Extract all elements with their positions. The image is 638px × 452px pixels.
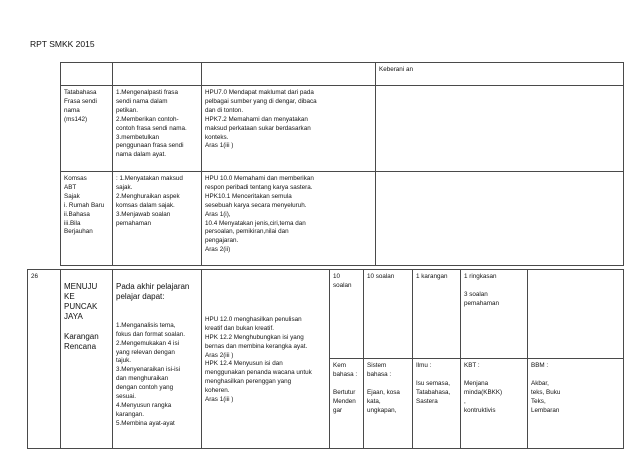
document-header: RPT SMKK 2015 (30, 39, 95, 49)
table-row (28, 270, 624, 359)
table-cell: Kem bahasa : Bertutur Menden gar (330, 359, 364, 449)
table-cell: Tatabahasa Frasa sendi nama (ms142) (61, 86, 113, 172)
objectives-cell (113, 270, 202, 449)
table-cell: Komsas ABT Sajak i. Rumah Baru ii.Bahasa iii.Bila Berjauhan (61, 172, 113, 266)
table-cell: 1 karangan (413, 270, 461, 359)
table-cell: 1 ringkasan 3 soalan pemahaman (461, 270, 528, 359)
topic-cell (61, 270, 113, 449)
lesson-plan-table-top (60, 62, 624, 266)
hpu-text: HPU 12.0 menghasilkan penulisan kreatif dan bukan kreatif. HPK 12.2 Menghubungkan isi yang bernas dan membina kerangka ayat. Aras 2(iii ) HPK 12.4 Menyusun isi dan menggunakan penanda wacana untuk menghasilkan perenggan yang koheren. Aras 1(iii ) (205, 315, 312, 404)
table-cell: : 1.Menyatakan maksud sajak. 2.Menghuraikan aspek komsas dalam sajak. 3.Menjawab soalan pemahaman (113, 172, 202, 266)
table-cell: 10 soalan (364, 270, 413, 359)
hpu-cell (202, 270, 330, 449)
table-cell (202, 63, 376, 86)
objectives-list: 1.Menganalisis tema, fokus dan format soalan. 2.Mengemukakan 4 isi yang relevan dengan tajuk. 3.Menyenaraikan isi-isi dan menghuraikan dengan contoh yang sesuai. 4.Menyusun rangka karangan. 5.Membina ayat-ayat (116, 321, 185, 427)
table-row (61, 86, 624, 172)
week-number: 26 (28, 270, 61, 449)
table-cell (113, 63, 202, 86)
table-cell: Ilmu : Isu semasa, Tatabahasa, Sastera (413, 359, 461, 449)
table-cell: BBM : Akbar, teks, Buku Teks, Lembaran (528, 359, 624, 449)
table-cell: 10 soalan (330, 270, 364, 359)
table-cell: Sistem bahasa : Ejaan, kosa kata, ungkapan, (364, 359, 413, 449)
table-cell (376, 86, 624, 172)
topic-title: MENUJU KE PUNCAK JAYA Karangan Rencana (64, 281, 99, 351)
table-cell (376, 172, 624, 266)
table-row (61, 63, 624, 86)
table-cell: Keberani an (376, 63, 624, 86)
table-row (61, 172, 624, 266)
table-cell: KBT : Menjana minda(KBKK) , kontruktivis (461, 359, 528, 449)
table-cell: 1.Mengenalpasti frasa sendi nama dalam petikan. 2.Memberikan contoh- contoh frasa sendi nama. 3.membetulkan penggunaan frasa sendi nama dalam ayat. (113, 86, 202, 172)
lesson-plan-table-week26 (27, 269, 624, 449)
table-cell (528, 270, 624, 359)
objectives-intro: Pada akhir pelajaran pelajar dapat: (116, 281, 190, 301)
table-cell (61, 63, 113, 86)
table-cell: HPU 10.0 Memahami dan memberikan respon peribadi tentang karya sastera. HPK10.1 Menceritakan semula sesebuah karya secara menyeluruh. Aras 1(i), 10.4 Menyatakan jenis,ciri,tema dan persoalan, pemikiran,nilai dan pengajaran. Aras 2(ii) (202, 172, 376, 266)
table-cell: HPU7.0 Mendapat maklumat dari pada pelbagai sumber yang di dengar, dibaca dan di tonton. HPK7.2 Memahami dan menyatakan maksud perkataan sukar berdasarkan konteks. Aras 1(iii ) (202, 86, 376, 172)
